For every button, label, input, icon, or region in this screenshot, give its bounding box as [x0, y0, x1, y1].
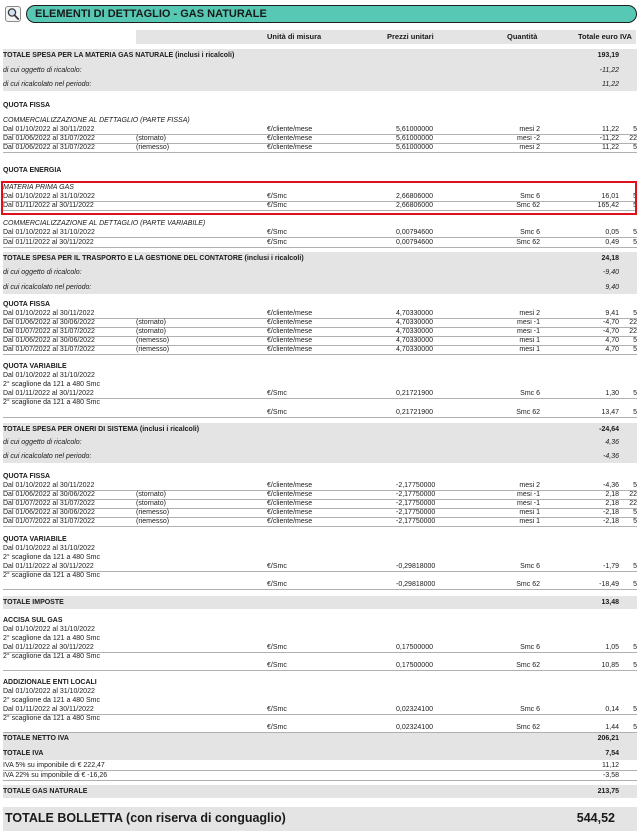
row-price: 0,17500000 — [396, 644, 433, 651]
row-total: -4,70 — [603, 319, 619, 326]
row-note: (stornato) — [136, 135, 166, 142]
row-unit: €/Smc — [267, 193, 287, 200]
row-quantity: mesi -1 — [517, 491, 540, 498]
row-description: di cui ricalcolato nel periodo: — [3, 284, 92, 291]
row-total: 13,48 — [601, 599, 619, 606]
row-vat: 5 — [633, 509, 637, 516]
row-description: di cui oggetto di ricalcolo: — [3, 439, 82, 446]
row-total: 2,18 — [605, 500, 619, 507]
row-description: Dal 01/11/2022 al 30/11/2022 — [3, 563, 94, 570]
table-row — [3, 554, 637, 563]
row-vat: 5 — [633, 193, 637, 200]
row-quantity: mesi 1 — [519, 346, 540, 353]
section-row — [3, 599, 637, 608]
row-unit: €/Smc — [267, 724, 287, 731]
row-quantity: Smc 6 — [520, 563, 540, 570]
row-total: -4,70 — [603, 328, 619, 335]
row-total: 0,14 — [605, 706, 619, 713]
row-price: 0,00794600 — [396, 239, 433, 246]
row-price: 0,02324100 — [396, 724, 433, 731]
row-vat: 5 — [633, 644, 637, 651]
row-description: QUOTA ENERGIA — [3, 167, 62, 174]
row-quantity: mesi 2 — [519, 310, 540, 317]
row-description: Dal 01/10/2022 al 31/10/2022 — [3, 193, 95, 200]
row-description: Dal 01/06/2022 al 31/07/2022 — [3, 135, 95, 142]
row-description: di cui ricalcolato nel periodo: — [3, 453, 92, 460]
table-row — [3, 482, 637, 491]
row-price: -0,29818000 — [396, 563, 436, 570]
row-description: Dal 01/07/2022 al 31/07/2022 — [3, 518, 95, 525]
section-row — [3, 473, 637, 482]
row-description: COMMERCIALIZZAZIONE AL DETTAGLIO (PARTE FISSA) — [3, 117, 190, 124]
table-row — [3, 453, 637, 462]
table-row — [3, 509, 637, 518]
row-vat: 5 — [633, 126, 637, 133]
table-row — [3, 500, 637, 509]
row-unit: €/cliente/mese — [267, 491, 313, 498]
row-description: IVA 5% su imponibile di € 222,47 — [3, 762, 105, 769]
row-price: 0,00794600 — [396, 229, 433, 236]
row-description: TOTALE SPESA PER IL TRASPORTO E LA GESTIONE DEL CONTATORE (inclusi i ricalcoli) — [3, 255, 304, 262]
section-row — [3, 301, 637, 310]
row-unit: €/Smc — [267, 229, 287, 236]
row-total: 213,75 — [597, 788, 619, 795]
row-description: TOTALE IMPOSTE — [3, 599, 64, 606]
table-row — [3, 572, 637, 581]
row-total: 165,42 — [597, 202, 619, 209]
row-unit: €/Smc — [267, 239, 287, 246]
row-vat: 22 — [629, 500, 637, 507]
row-description: Dal 01/11/2022 al 30/11/2022 — [3, 644, 94, 651]
row-description: Dal 01/06/2022 al 30/06/2022 — [3, 491, 95, 498]
row-unit: €/cliente/mese — [267, 500, 313, 507]
table-row — [3, 390, 637, 399]
table-row — [3, 269, 637, 278]
row-total: -1,79 — [603, 563, 619, 570]
row-description: Dal 01/10/2022 al 30/11/2022 — [3, 310, 95, 317]
row-price: 2,66806000 — [396, 193, 433, 200]
row-total: 11,22 — [602, 81, 619, 88]
row-total: 1,30 — [605, 390, 619, 397]
search-icon[interactable] — [5, 6, 21, 22]
row-total: -24,64 — [599, 426, 619, 433]
row-vat: 5 — [633, 581, 637, 588]
row-total: 4,70 — [605, 337, 619, 344]
row-description: Dal 01/10/2022 al 31/10/2022 — [3, 688, 95, 695]
row-description: Dal 01/11/2022 al 30/11/2022 — [3, 239, 94, 246]
row-description: Dal 01/10/2022 al 31/10/2022 — [3, 626, 95, 633]
row-vat: 5 — [633, 706, 637, 713]
section-header — [3, 4, 637, 24]
col-unit: Unità di misura — [267, 32, 322, 41]
section-row — [3, 255, 637, 264]
row-description: Dal 01/10/2022 al 31/10/2022 — [3, 545, 95, 552]
row-price: 0,21721900 — [396, 409, 433, 416]
row-quantity: mesi 2 — [519, 126, 540, 133]
row-description: TOTALE GAS NATURALE — [3, 788, 88, 795]
row-total: 2,18 — [605, 491, 619, 498]
table-row — [3, 635, 637, 644]
row-unit: €/cliente/mese — [267, 482, 313, 489]
row-price: 5,61000000 — [396, 126, 433, 133]
column-header — [136, 30, 636, 44]
row-description: QUOTA FISSA — [3, 473, 51, 480]
row-description: MATERIA PRIMA GAS — [3, 184, 74, 191]
row-vat: 22 — [629, 319, 637, 326]
row-quantity: mesi -1 — [517, 500, 540, 507]
row-description: 2° scaglione da 121 a 480 Smc — [3, 697, 100, 704]
table-row — [3, 644, 637, 653]
row-total: -2,18 — [603, 518, 619, 525]
table-row — [3, 491, 637, 500]
table-row — [3, 239, 637, 248]
row-total: 24,18 — [601, 255, 619, 262]
row-description: ACCISA SUL GAS — [3, 617, 63, 624]
table-row — [3, 220, 637, 229]
row-vat: 5 — [633, 518, 637, 525]
row-description: 2° scaglione da 121 a 480 Smc — [3, 635, 100, 642]
row-total: -11,22 — [599, 135, 619, 142]
section-row — [3, 735, 637, 744]
row-description: QUOTA VARIABILE — [3, 536, 67, 543]
row-vat: 5 — [633, 662, 637, 669]
bill-total-value: 544,52 — [576, 811, 615, 825]
row-description: IVA 22% su imponibile di € -16,26 — [3, 772, 108, 779]
row-description: 2° scaglione da 121 a 480 Smc — [3, 653, 100, 660]
row-unit: €/cliente/mese — [267, 328, 313, 335]
row-quantity: Smc 62 — [516, 662, 540, 669]
row-price: 4,70330000 — [396, 310, 433, 317]
row-total: -11,22 — [599, 67, 619, 74]
table-row — [3, 81, 637, 90]
row-note: (riemesso) — [136, 509, 170, 516]
row-unit: €/Smc — [267, 390, 287, 397]
col-total: Totale euro IVA — [578, 32, 632, 41]
row-total: 7,54 — [605, 750, 619, 757]
table-row — [3, 310, 637, 319]
table-row — [3, 772, 637, 781]
row-description: QUOTA FISSA — [3, 102, 51, 109]
row-total: -2,18 — [603, 509, 619, 516]
table-row — [3, 229, 637, 238]
table-row — [3, 715, 637, 724]
row-note: (stornato) — [136, 491, 166, 498]
row-price: -2,17750000 — [396, 509, 436, 516]
row-description: TOTALE IVA — [3, 750, 44, 757]
section-row — [3, 788, 637, 797]
table-row — [3, 409, 637, 418]
row-unit: €/cliente/mese — [267, 144, 313, 151]
table-row — [3, 563, 637, 572]
row-quantity: Smc 6 — [520, 706, 540, 713]
table-row — [3, 706, 637, 715]
row-description: Dal 01/06/2022 al 30/06/2022 — [3, 509, 95, 516]
row-price: 0,17500000 — [396, 662, 433, 669]
row-total: 0,49 — [605, 239, 619, 246]
row-vat: 5 — [633, 310, 637, 317]
row-quantity: mesi -2 — [517, 135, 540, 142]
table-row — [3, 117, 637, 126]
row-description: QUOTA VARIABILE — [3, 363, 67, 370]
table-row — [3, 688, 637, 697]
row-description: Dal 01/11/2022 al 30/11/2022 — [3, 202, 94, 209]
row-description: 2° scaglione da 121 a 480 Smc — [3, 399, 100, 406]
row-vat: 5 — [633, 229, 637, 236]
table-row — [3, 662, 637, 671]
row-quantity: mesi 1 — [519, 337, 540, 344]
row-total: -18,49 — [599, 581, 619, 588]
row-total: 11,12 — [602, 762, 619, 769]
row-description: Dal 01/10/2022 al 31/10/2022 — [3, 229, 95, 236]
row-quantity: Smc 62 — [516, 581, 540, 588]
row-description: 2° scaglione da 121 a 480 Smc — [3, 715, 100, 722]
row-price: 4,70330000 — [396, 319, 433, 326]
row-price: -2,17750000 — [396, 500, 436, 507]
table-row — [3, 135, 637, 144]
bill-total-bar — [3, 807, 637, 831]
row-unit: €/cliente/mese — [267, 509, 313, 516]
section-row — [3, 617, 637, 626]
table-row — [3, 653, 637, 662]
row-description: TOTALE NETTO IVA — [3, 735, 69, 742]
row-unit: €/cliente/mese — [267, 319, 313, 326]
row-total: -3,58 — [603, 772, 619, 779]
row-total: 13,47 — [601, 409, 619, 416]
row-vat: 5 — [633, 144, 637, 151]
row-description: di cui ricalcolato nel periodo: — [3, 81, 92, 88]
row-note: (riemesso) — [136, 337, 170, 344]
row-quantity: Smc 62 — [516, 724, 540, 731]
row-quantity: mesi 2 — [519, 482, 540, 489]
row-description: Dal 01/06/2022 al 30/06/2022 — [3, 319, 95, 326]
row-quantity: mesi 2 — [519, 144, 540, 151]
row-total: 11,22 — [602, 126, 619, 133]
row-note: (stornato) — [136, 319, 166, 326]
row-total: 16,01 — [601, 193, 619, 200]
row-unit: €/cliente/mese — [267, 346, 313, 353]
row-price: -2,17750000 — [396, 518, 436, 525]
row-unit: €/Smc — [267, 563, 287, 570]
section-row — [3, 536, 637, 545]
row-description: Dal 01/06/2022 al 30/06/2022 — [3, 337, 95, 344]
table-row — [3, 381, 637, 390]
section-title: ELEMENTI DI DETTAGLIO - GAS NATURALE — [26, 5, 637, 23]
table-row — [3, 328, 637, 337]
row-vat: 22 — [629, 491, 637, 498]
row-vat: 5 — [633, 390, 637, 397]
row-description: di cui oggetto di ricalcolo: — [3, 269, 82, 276]
row-price: 4,70330000 — [396, 346, 433, 353]
row-price: 5,61000000 — [396, 144, 433, 151]
row-price: -0,29818000 — [396, 581, 436, 588]
row-description: Dal 01/07/2022 al 31/07/2022 — [3, 500, 95, 507]
row-quantity: Smc 6 — [520, 193, 540, 200]
table-row — [3, 697, 637, 706]
table-row — [3, 346, 637, 355]
row-vat: 5 — [633, 563, 637, 570]
row-total: 9,41 — [605, 310, 619, 317]
row-note: (riemesso) — [136, 346, 170, 353]
row-vat: 5 — [633, 724, 637, 731]
table-row — [3, 337, 637, 346]
table-row — [3, 284, 637, 293]
row-unit: €/cliente/mese — [267, 126, 313, 133]
row-total: 9,40 — [605, 284, 619, 291]
row-description: Dal 01/06/2022 al 31/07/2022 — [3, 144, 95, 151]
section-row — [3, 363, 637, 372]
row-quantity: Smc 62 — [516, 239, 540, 246]
row-quantity: Smc 6 — [520, 644, 540, 651]
row-total: 4,70 — [605, 346, 619, 353]
row-total: -9,40 — [603, 269, 619, 276]
row-description: Dal 01/10/2022 al 30/11/2022 — [3, 126, 95, 133]
row-description: 2° scaglione da 121 a 480 Smc — [3, 381, 100, 388]
row-unit: €/Smc — [267, 202, 287, 209]
row-vat: 5 — [633, 482, 637, 489]
table-row — [3, 399, 637, 408]
table-row — [3, 144, 637, 153]
row-note: (riemesso) — [136, 518, 170, 525]
section-row — [3, 679, 637, 688]
section-row — [3, 426, 637, 435]
row-description: Dal 01/11/2022 al 30/11/2022 — [3, 706, 94, 713]
row-unit: €/Smc — [267, 662, 287, 669]
row-total: 0,05 — [605, 229, 619, 236]
row-quantity: Smc 62 — [516, 202, 540, 209]
row-description: COMMERCIALIZZAZIONE AL DETTAGLIO (PARTE VARIABILE) — [3, 220, 206, 227]
row-quantity: Smc 62 — [516, 409, 540, 416]
row-quantity: Smc 6 — [520, 229, 540, 236]
table-row — [3, 626, 637, 635]
row-price: 4,70330000 — [396, 337, 433, 344]
section-row — [3, 102, 637, 111]
table-row — [3, 439, 637, 448]
row-description: Dal 01/07/2022 al 31/07/2022 — [3, 328, 95, 335]
table-row — [3, 724, 637, 733]
row-price: 4,70330000 — [396, 328, 433, 335]
row-price: 2,66806000 — [396, 202, 433, 209]
highlight-box — [1, 181, 637, 215]
row-price: -2,17750000 — [396, 491, 436, 498]
row-quantity: mesi 1 — [519, 509, 540, 516]
table-row — [3, 372, 637, 381]
row-quantity: Smc 6 — [520, 390, 540, 397]
row-description: ADDIZIONALE ENTI LOCALI — [3, 679, 97, 686]
row-unit: €/Smc — [267, 644, 287, 651]
row-unit: €/cliente/mese — [267, 337, 313, 344]
row-note: (stornato) — [136, 328, 166, 335]
row-price: 5,61000000 — [396, 135, 433, 142]
table-row — [3, 319, 637, 328]
row-description: TOTALE SPESA PER ONERI DI SISTEMA (inclusi i ricalcoli) — [3, 426, 200, 433]
table-row — [3, 545, 637, 554]
row-unit: €/Smc — [267, 581, 287, 588]
row-description: TOTALE SPESA PER LA MATERIA GAS NATURALE (inclusi i ricalcoli) — [3, 52, 235, 59]
row-total: -4,36 — [603, 482, 619, 489]
row-quantity: mesi -1 — [517, 328, 540, 335]
row-description: Dal 01/10/2022 al 30/11/2022 — [3, 482, 95, 489]
row-note: (riemesso) — [136, 144, 170, 151]
row-unit: €/cliente/mese — [267, 135, 313, 142]
col-price: Prezzi unitari — [387, 32, 434, 41]
table-row — [3, 518, 637, 527]
row-unit: €/Smc — [267, 706, 287, 713]
row-vat: 5 — [633, 239, 637, 246]
row-unit: €/cliente/mese — [267, 518, 313, 525]
row-note: (stornato) — [136, 500, 166, 507]
row-description: 2° scaglione da 121 a 480 Smc — [3, 554, 100, 561]
row-vat: 22 — [629, 328, 637, 335]
row-vat: 5 — [633, 337, 637, 344]
row-total: 206,21 — [597, 735, 619, 742]
row-description: Dal 01/10/2022 al 31/10/2022 — [3, 372, 95, 379]
row-quantity: mesi -1 — [517, 319, 540, 326]
row-total: -4,36 — [603, 453, 619, 460]
row-unit: €/Smc — [267, 409, 287, 416]
row-total: 193,19 — [597, 52, 619, 59]
row-total: 4,36 — [605, 439, 619, 446]
row-price: 0,21721900 — [396, 390, 433, 397]
table-row — [3, 67, 637, 76]
row-total: 1,44 — [605, 724, 619, 731]
row-price: -2,17750000 — [396, 482, 436, 489]
row-quantity: mesi 1 — [519, 518, 540, 525]
row-total: 11,22 — [602, 144, 619, 151]
table-row — [3, 126, 637, 135]
table-row — [3, 762, 637, 771]
row-description: di cui oggetto di ricalcolo: — [3, 67, 82, 74]
row-total: 1,05 — [605, 644, 619, 651]
section-row — [3, 52, 637, 61]
row-total: 10,85 — [601, 662, 619, 669]
table-row — [3, 581, 637, 590]
row-vat: 5 — [633, 346, 637, 353]
section-row — [3, 750, 637, 759]
row-price: 0,02324100 — [396, 706, 433, 713]
row-description: Dal 01/07/2022 al 31/07/2022 — [3, 346, 95, 353]
row-description: 2° scaglione da 121 a 480 Smc — [3, 572, 100, 579]
row-vat: 5 — [633, 202, 637, 209]
row-description: Dal 01/11/2022 al 30/11/2022 — [3, 390, 94, 397]
row-description: QUOTA FISSA — [3, 301, 51, 308]
section-row — [3, 167, 637, 176]
col-qty: Quantità — [507, 32, 538, 41]
row-unit: €/cliente/mese — [267, 310, 313, 317]
row-vat: 5 — [633, 409, 637, 416]
bill-total-label: TOTALE BOLLETTA (con riserva di conguaglio) — [5, 811, 286, 825]
row-vat: 22 — [629, 135, 637, 142]
